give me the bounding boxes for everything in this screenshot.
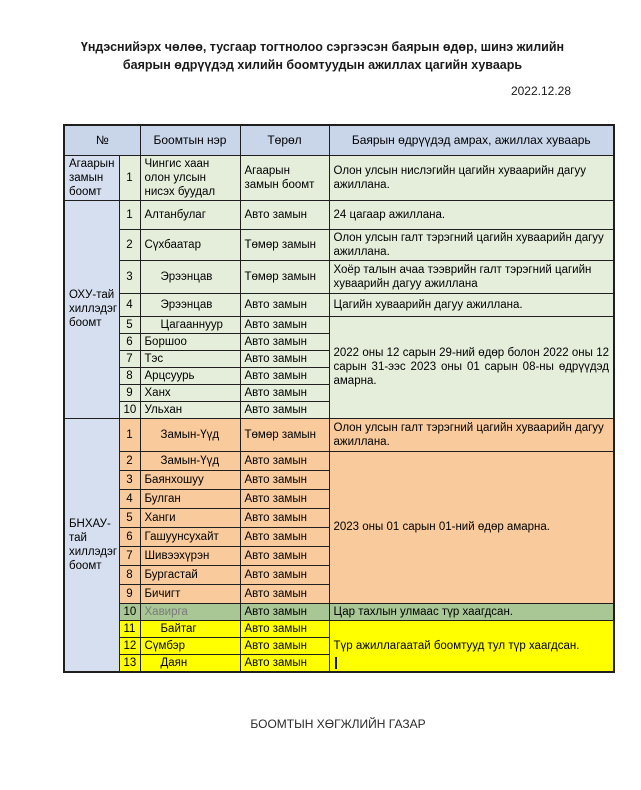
row-no: 3 (119, 470, 140, 489)
table-row-closed-pandemic (64, 603, 614, 620)
row-no: 12 (119, 637, 140, 654)
row-no: 3 (119, 260, 140, 293)
port-type: Авто замын (240, 546, 329, 565)
row-no: 4 (119, 293, 140, 316)
port-name: Эрээнцав (140, 293, 240, 316)
port-type: Авто замын (240, 489, 329, 508)
row-no: 4 (119, 489, 140, 508)
row-no: 2 (119, 229, 140, 260)
port-name: Ульхан (140, 401, 240, 418)
port-type: Авто замын (240, 603, 329, 620)
row-no: 10 (119, 401, 140, 418)
port-type: Авто замын (240, 293, 329, 316)
table-row (64, 155, 614, 200)
table-row-closed-temporary (64, 620, 614, 637)
row-no: 13 (119, 654, 140, 672)
col-header-type: Төрөл (240, 125, 329, 155)
port-name: Сүхбаатар (140, 229, 240, 260)
schedule-cell: Олон улсын галт тэрэгний цагийн хуваарийн дагуу ажиллана. (329, 229, 614, 260)
row-no: 5 (119, 508, 140, 527)
schedule-cell-shared: 2022 оны 12 сарын 29-ний өдөр болон 2022 оны 12 сарын 31-ээс 2023 оны 01 сарын 08-ны өдрүүдэд амарна. (329, 316, 614, 418)
table-row (64, 418, 614, 451)
header-row (64, 125, 614, 155)
group-cell-china: БНХАУ-тай хиллэдэг боомт (64, 418, 119, 672)
table-row (64, 293, 614, 316)
port-type: Авто замын (240, 620, 329, 637)
port-type: Төмөр замын (240, 229, 329, 260)
table-row (64, 451, 614, 470)
port-type: Авто замын (240, 401, 329, 418)
col-header-name: Боомтын нэр (140, 125, 240, 155)
row-no: 9 (119, 584, 140, 603)
port-name: Бургастай (140, 565, 240, 584)
port-type: Авто замын (240, 637, 329, 654)
port-name: Булган (140, 489, 240, 508)
port-name: Гашуунсухайт (140, 527, 240, 546)
row-no: 2 (119, 451, 140, 470)
schedule-cell-shared (329, 620, 614, 672)
port-name: Замын-Үүд (140, 418, 240, 451)
port-type: Агаарын замын боомт (240, 155, 329, 200)
row-no: 10 (119, 603, 140, 620)
schedule-text: Түр ажиллагаатай боомтууд тул түр хаагдсан. (333, 639, 580, 652)
row-no: 11 (119, 620, 140, 637)
table-row (64, 260, 614, 293)
footer-organization: БООМТЫН ХӨГЖЛИЙН ГАЗАР (250, 716, 426, 731)
port-type: Төмөр замын (240, 418, 329, 451)
port-name: Цагааннуур (140, 316, 240, 333)
port-type: Авто замын (240, 367, 329, 384)
row-no: 8 (119, 565, 140, 584)
port-type: Авто замын (240, 508, 329, 527)
port-name: Сүмбэр (140, 637, 240, 654)
schedule-cell-shared: 2023 оны 01 сарын 01-ний өдөр амарна. (329, 451, 614, 603)
port-name: Ханги (140, 508, 240, 527)
table-row (64, 229, 614, 260)
port-name: Алтанбулаг (140, 200, 240, 229)
row-no: 5 (119, 316, 140, 333)
row-no: 6 (119, 333, 140, 350)
port-type: Авто замын (240, 333, 329, 350)
row-no: 1 (119, 200, 140, 229)
port-name: Арцсуурь (140, 367, 240, 384)
port-name: Чингис хаан олон улсын нисэх буудал (140, 155, 240, 200)
col-header-no: № (64, 125, 140, 155)
port-type: Авто замын (240, 470, 329, 489)
page-title: Үндэснийэрх чөлөө, тусгаар тогтнолоо сэргээсэн баярын өдөр, шинэ жилийн баярын өдрүүдэд хилийн боомтуудын ажиллах цагийн хуваарь (80, 40, 565, 72)
port-name: Тэс (140, 350, 240, 367)
port-type: Авто замын (240, 654, 329, 672)
schedule-cell: Цар тахлын улмаас түр хаагдсан. (329, 603, 614, 620)
schedule-cell: Олон улсын нислэгийн цагийн хуваарийн дагуу ажиллана. (329, 155, 614, 200)
schedule-cell: 24 цагаар ажиллана. (329, 200, 614, 229)
port-type: Авто замын (240, 350, 329, 367)
port-name: Даян (140, 654, 240, 672)
row-no: 8 (119, 367, 140, 384)
port-name: Байтаг (140, 620, 240, 637)
row-no: 7 (119, 546, 140, 565)
row-no: 1 (119, 155, 140, 200)
row-no: 6 (119, 527, 140, 546)
row-no: 7 (119, 350, 140, 367)
col-header-schedule: Баярын өдрүүдэд амрах, ажиллах хуваарь (329, 125, 614, 155)
port-name: Хавирга (140, 603, 240, 620)
port-name: Боршоо (140, 333, 240, 350)
port-type: Авто замын (240, 316, 329, 333)
port-name: Замын-Үүд (140, 451, 240, 470)
row-no: 9 (119, 384, 140, 401)
schedule-cell: Олон улсын галт тэрэгний цагийн хуваарийн дагуу ажиллана. (329, 418, 614, 451)
port-name: Бичигт (140, 584, 240, 603)
port-type: Авто замын (240, 565, 329, 584)
port-type: Авто замын (240, 200, 329, 229)
row-no: 1 (119, 418, 140, 451)
port-name: Эрээнцав (140, 260, 240, 293)
group-cell-russia: ОХУ-тай хиллэдэг боомт (64, 200, 119, 418)
table-row (64, 200, 614, 229)
text-cursor (335, 657, 337, 669)
schedule-cell: Хоёр талын ачаа тээврийн галт тэрэгний цагийн хуваарийн дагуу ажиллана (329, 260, 614, 293)
port-name: Ханх (140, 384, 240, 401)
port-type: Авто замын (240, 384, 329, 401)
table-row (64, 316, 614, 333)
border-crossing-schedule-table (63, 124, 615, 673)
document-date: 2022.12.28 (510, 84, 571, 98)
port-type: Авто замын (240, 451, 329, 470)
port-type: Авто замын (240, 584, 329, 603)
port-type: Авто замын (240, 527, 329, 546)
port-type: Төмөр замын (240, 260, 329, 293)
port-name: Шивээхүрэн (140, 546, 240, 565)
group-cell-air: Агаарын замын боомт (64, 155, 119, 200)
schedule-cell: Цагийн хуваарийн дагуу ажиллана. (329, 293, 614, 316)
port-name: Баянхошуу (140, 470, 240, 489)
